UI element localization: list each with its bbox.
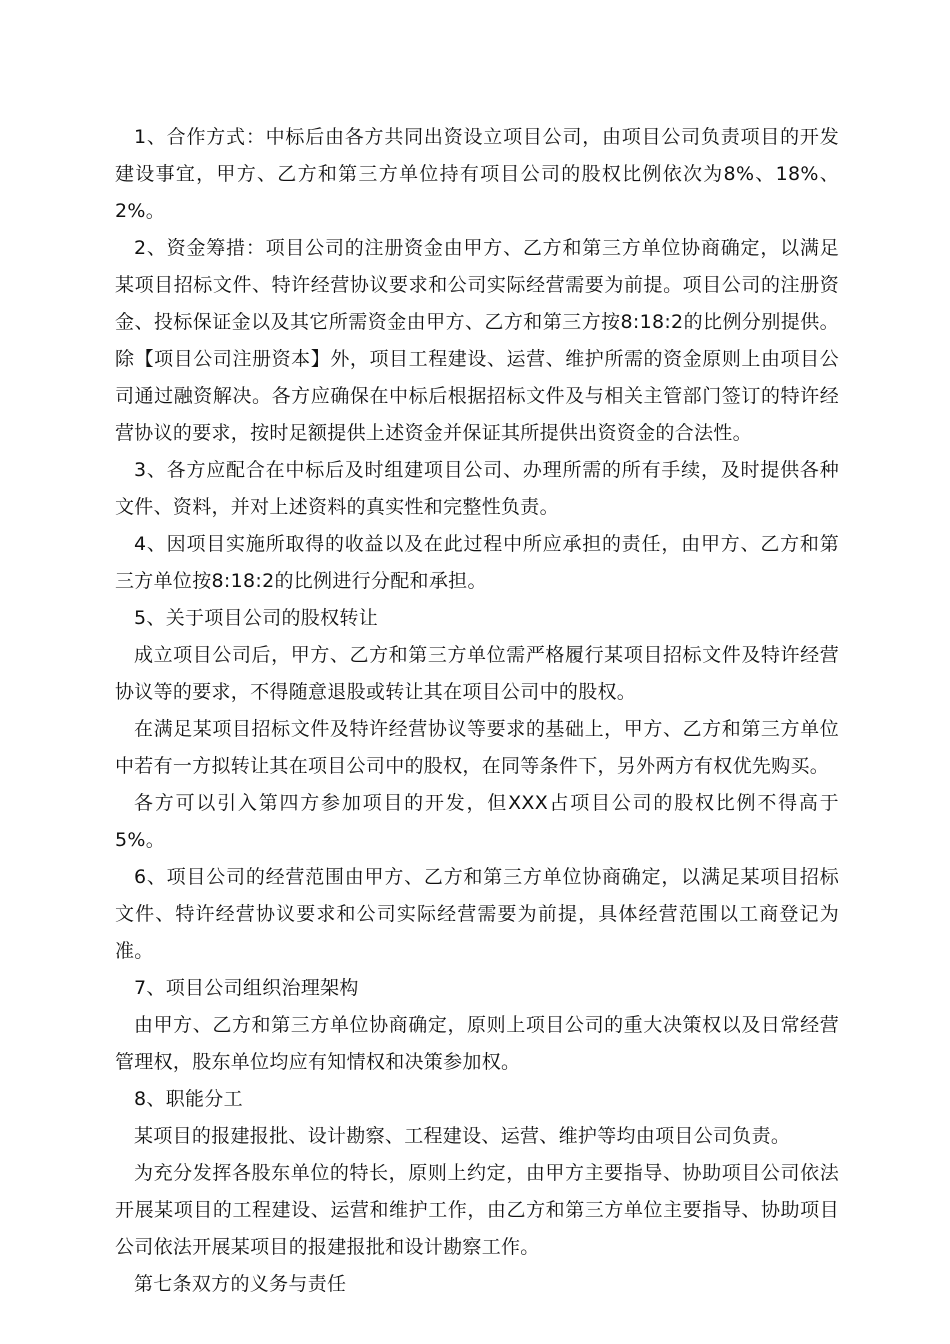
paragraph-cooperation-method: 1、合作方式：中标后由各方共同出资设立项目公司，由项目公司负责项目的开发建设事宜，甲方、乙方和第三方单位持有项目公司的股权比例依次为8%、18%、2%。 [115, 126, 839, 222]
paragraph-governance-rights: 由甲方、乙方和第三方单位协商确定，原则上项目公司的重大决策权以及日常经营管理权，股东单位均应有知情权和决策参加权。 [115, 1014, 839, 1073]
heading-governance-structure: 7、项目公司组织治理架构 [134, 977, 359, 999]
paragraph-project-responsibility: 某项目的报建报批、设计勘察、工程建设、运营、维护等均由项目公司负责。 [134, 1125, 791, 1147]
paragraph-company-setup-duties: 3、各方应配合在中标后及时组建项目公司、办理所需的所有手续，及时提供各种文件、资料，并对上述资料的真实性和完整性负责。 [115, 459, 839, 518]
heading-equity-transfer: 5、关于项目公司的股权转让 [134, 607, 378, 629]
paragraph-fund-raising: 2、资金筹措：项目公司的注册资金由甲方、乙方和第三方单位协商确定，以满足某项目招标文件、特许经营协议要求和公司实际经营需要为前提。项目公司的注册资金、投标保证金以及其它所需资金由甲方、乙方和第三方按8:18:2的比例分别提供。除【项目公司注册资本】外，项目工程建设、运营、维护所需的资金原则上由项目公司通过融资解决。各方应确保在中标后根据招标文件及与相关主管部门签订的特许经营协议的要求，按时足额提供上述资金并保证其所提供出资资金的合法性。 [115, 237, 839, 444]
paragraph-preemptive-right: 在满足某项目招标文件及特许经营协议等要求的基础上，甲方、乙方和第三方单位中若有一方拟转让其在项目公司中的股权，在同等条件下，另外两方有权优先购买。 [115, 718, 839, 777]
paragraph-fourth-party: 各方可以引入第四方参加项目的开发，但XXX占项目公司的股权比例不得高于5%。 [115, 792, 839, 851]
paragraph-shareholder-roles: 为充分发挥各股东单位的特长，原则上约定，由甲方主要指导、协助项目公司依法开展某项目的工程建设、运营和维护工作，由乙方和第三方单位主要指导、协助项目公司依法开展某项目的报建报批和设计勘察工作。 [115, 1162, 839, 1258]
paragraph-profit-and-liability: 4、因项目实施所取得的收益以及在此过程中所应承担的责任，由甲方、乙方和第三方单位按8:18:2的比例进行分配和承担。 [115, 533, 839, 592]
paragraph-equity-transfer-restriction: 成立项目公司后，甲方、乙方和第三方单位需严格履行某项目招标文件及特许经营协议等的要求，不得随意退股或转让其在项目公司中的股权。 [115, 644, 839, 703]
document-body [115, 119, 839, 1303]
paragraph-business-scope: 6、项目公司的经营范围由甲方、乙方和第三方单位协商确定，以满足某项目招标文件、特许经营协议要求和公司实际经营需要为前提，具体经营范围以工商登记为准。 [115, 866, 839, 962]
heading-division-of-duties: 8、职能分工 [134, 1088, 243, 1110]
heading-article-seven: 第七条双方的义务与责任 [134, 1273, 347, 1295]
